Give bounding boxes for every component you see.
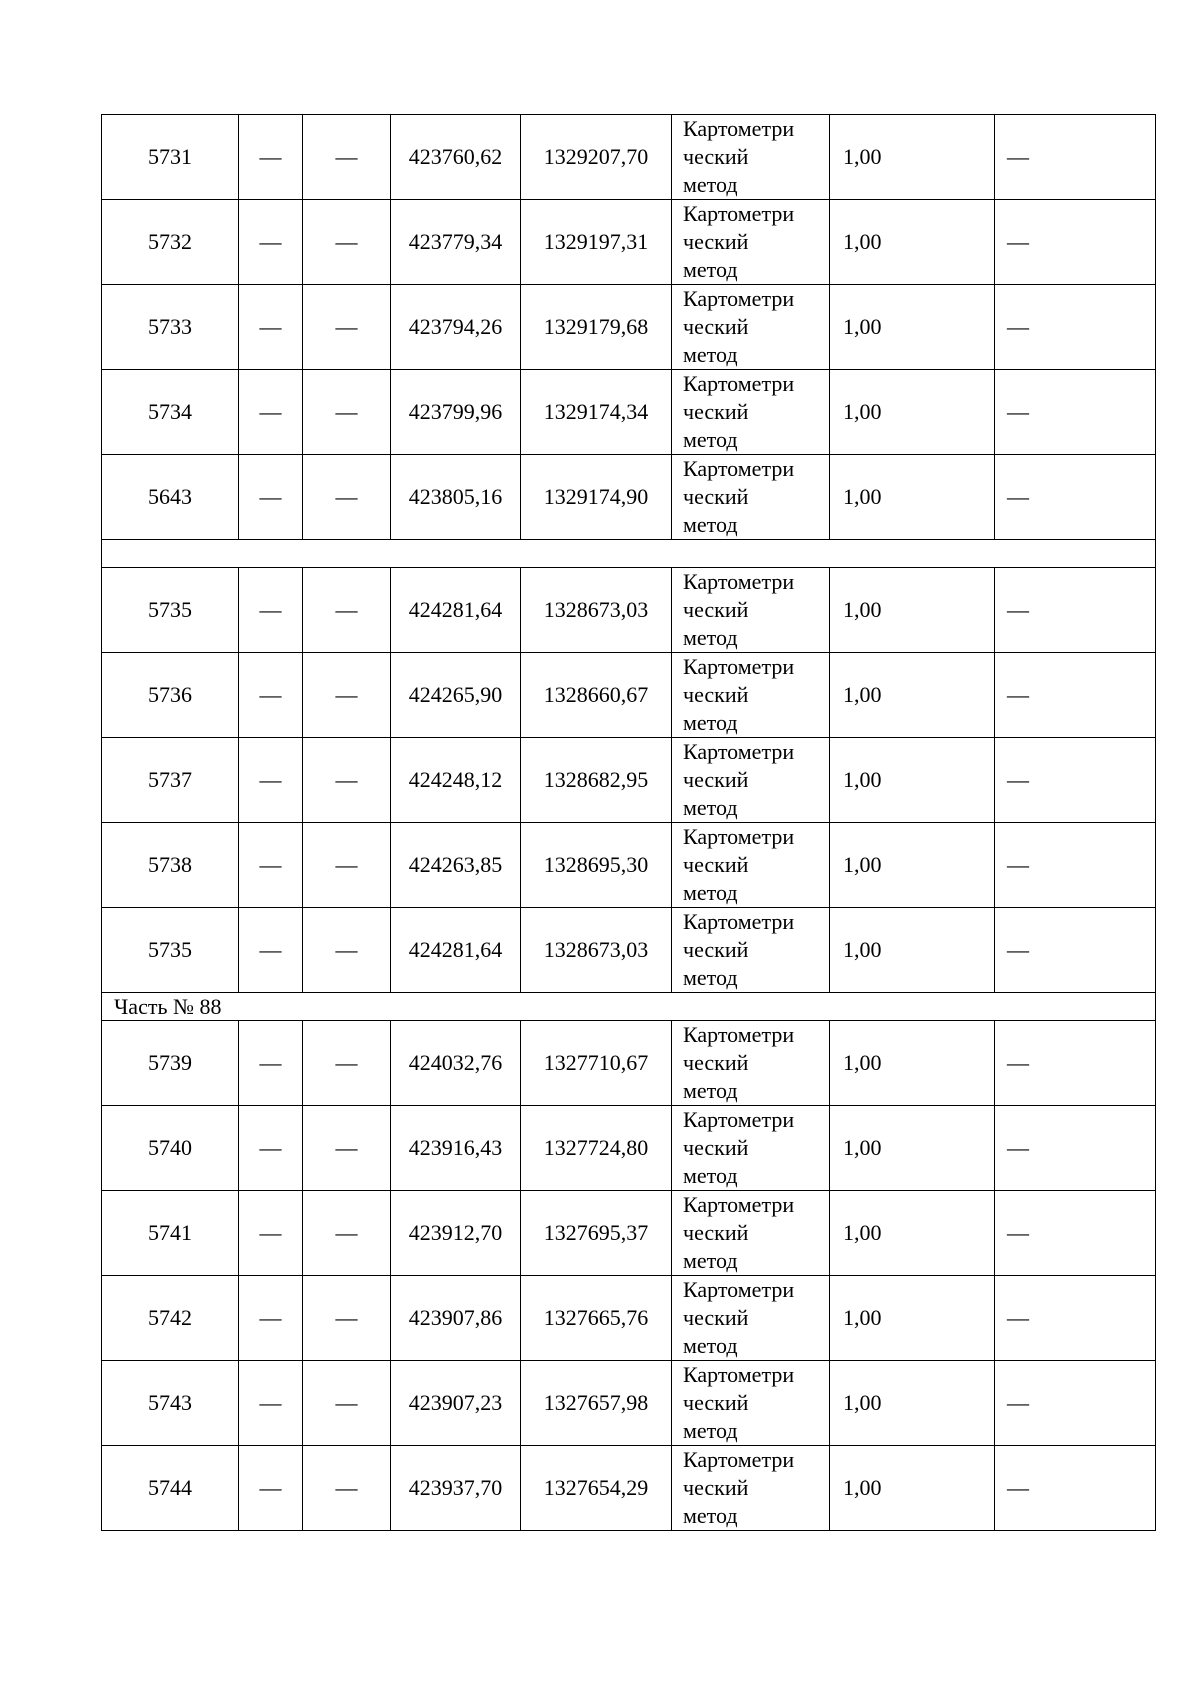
accuracy-cell: 1,00 [830,653,995,738]
method-cell [672,455,830,540]
dash-cell: — [239,653,303,738]
dash-cell: — [303,370,391,455]
table-row [102,115,1156,200]
dash-cell: — [239,1021,303,1106]
y-coordinate-cell: 1329174,90 [521,455,672,540]
section-separator-row [102,993,1156,1021]
dash-cell: — [239,738,303,823]
x-coordinate-cell: 424263,85 [391,823,521,908]
method-text: Картометри ческий метод [683,371,795,452]
dash-cell: — [303,115,391,200]
y-coordinate-cell: 1329174,34 [521,370,672,455]
description-cell: — [995,653,1156,738]
dash-cell: — [303,823,391,908]
method-cell [672,1191,830,1276]
method-text: Картометри ческий метод [683,456,795,537]
point-number-cell: 5734 [102,370,239,455]
table-row [102,1191,1156,1276]
table-row [102,823,1156,908]
table-row [102,370,1156,455]
accuracy-cell: 1,00 [830,1106,995,1191]
section-label [102,540,1156,568]
y-coordinate-cell: 1327657,98 [521,1361,672,1446]
x-coordinate-cell: 424248,12 [391,738,521,823]
dash-cell: — [303,285,391,370]
table-row [102,908,1156,993]
y-coordinate-cell: 1328695,30 [521,823,672,908]
x-coordinate-cell: 424265,90 [391,653,521,738]
table-row [102,455,1156,540]
x-coordinate-cell: 424281,64 [391,568,521,653]
accuracy-cell: 1,00 [830,568,995,653]
point-number-cell: 5736 [102,653,239,738]
description-cell: — [995,1446,1156,1531]
point-number-cell: 5731 [102,115,239,200]
description-cell: — [995,455,1156,540]
dash-cell: — [239,285,303,370]
accuracy-cell: 1,00 [830,738,995,823]
description-cell: — [995,285,1156,370]
point-number-cell: 5741 [102,1191,239,1276]
method-cell [672,1276,830,1361]
dash-cell: — [303,908,391,993]
dash-cell: — [239,1191,303,1276]
dash-cell: — [303,1191,391,1276]
method-text: Картометри ческий метод [683,1107,795,1188]
y-coordinate-cell: 1327695,37 [521,1191,672,1276]
y-coordinate-cell: 1328673,03 [521,908,672,993]
method-cell [672,823,830,908]
table-row [102,1361,1156,1446]
method-text: Картометри ческий метод [683,1447,795,1528]
point-number-cell: 5744 [102,1446,239,1531]
table-row [102,1276,1156,1361]
method-cell [672,738,830,823]
dash-cell: — [303,1276,391,1361]
point-number-cell: 5740 [102,1106,239,1191]
y-coordinate-cell: 1327710,67 [521,1021,672,1106]
dash-cell: — [239,1361,303,1446]
table-row [102,568,1156,653]
description-cell: — [995,568,1156,653]
point-number-cell: 5643 [102,455,239,540]
section-separator-row [102,540,1156,568]
method-text: Картометри ческий метод [683,116,795,197]
dash-cell: — [303,653,391,738]
section-label: Часть № 88 [102,993,1156,1021]
table-row [102,285,1156,370]
method-text: Картометри ческий метод [683,739,795,820]
x-coordinate-cell: 423794,26 [391,285,521,370]
table-row [102,200,1156,285]
method-cell [672,568,830,653]
y-coordinate-cell: 1327665,76 [521,1276,672,1361]
accuracy-cell: 1,00 [830,823,995,908]
dash-cell: — [239,370,303,455]
x-coordinate-cell: 423912,70 [391,1191,521,1276]
x-coordinate-cell: 423907,23 [391,1361,521,1446]
method-text: Картометри ческий метод [683,654,795,735]
description-cell: — [995,200,1156,285]
description-cell: — [995,1276,1156,1361]
table-row [102,738,1156,823]
accuracy-cell: 1,00 [830,1446,995,1531]
description-cell: — [995,823,1156,908]
y-coordinate-cell: 1328673,03 [521,568,672,653]
table-body [102,115,1156,1531]
accuracy-cell: 1,00 [830,285,995,370]
method-cell [672,200,830,285]
y-coordinate-cell: 1329207,70 [521,115,672,200]
dash-cell: — [303,200,391,285]
description-cell: — [995,1361,1156,1446]
table-row [102,1021,1156,1106]
table-row [102,1106,1156,1191]
y-coordinate-cell: 1328682,95 [521,738,672,823]
point-number-cell: 5735 [102,568,239,653]
accuracy-cell: 1,00 [830,115,995,200]
point-number-cell: 5733 [102,285,239,370]
dash-cell: — [239,1446,303,1531]
method-cell [672,1106,830,1191]
dash-cell: — [239,1276,303,1361]
method-cell [672,908,830,993]
dash-cell: — [303,568,391,653]
method-text: Картометри ческий метод [683,824,795,905]
y-coordinate-cell: 1327654,29 [521,1446,672,1531]
dash-cell: — [303,1361,391,1446]
method-cell [672,1446,830,1531]
x-coordinate-cell: 423916,43 [391,1106,521,1191]
x-coordinate-cell: 424032,76 [391,1021,521,1106]
method-cell [672,653,830,738]
y-coordinate-cell: 1329197,31 [521,200,672,285]
accuracy-cell: 1,00 [830,370,995,455]
method-cell [672,370,830,455]
accuracy-cell: 1,00 [830,455,995,540]
method-text: Картометри ческий метод [683,286,795,367]
accuracy-cell: 1,00 [830,1361,995,1446]
description-cell: — [995,1191,1156,1276]
method-text: Картометри ческий метод [683,201,795,282]
dash-cell: — [239,1106,303,1191]
method-cell [672,285,830,370]
method-text: Картометри ческий метод [683,1277,795,1358]
accuracy-cell: 1,00 [830,1276,995,1361]
coordinates-table [101,114,1156,1531]
dash-cell: — [239,455,303,540]
point-number-cell: 5738 [102,823,239,908]
point-number-cell: 5743 [102,1361,239,1446]
accuracy-cell: 1,00 [830,200,995,285]
point-number-cell: 5735 [102,908,239,993]
dash-cell: — [239,908,303,993]
table-row [102,1446,1156,1531]
dash-cell: — [303,1021,391,1106]
x-coordinate-cell: 423937,70 [391,1446,521,1531]
dash-cell: — [239,115,303,200]
accuracy-cell: 1,00 [830,1191,995,1276]
table-row [102,653,1156,738]
x-coordinate-cell: 423799,96 [391,370,521,455]
dash-cell: — [303,738,391,823]
description-cell: — [995,115,1156,200]
method-cell [672,1021,830,1106]
description-cell: — [995,1106,1156,1191]
y-coordinate-cell: 1329179,68 [521,285,672,370]
description-cell: — [995,1021,1156,1106]
point-number-cell: 5739 [102,1021,239,1106]
dash-cell: — [239,823,303,908]
x-coordinate-cell: 424281,64 [391,908,521,993]
dash-cell: — [303,1446,391,1531]
y-coordinate-cell: 1327724,80 [521,1106,672,1191]
dash-cell: — [303,1106,391,1191]
description-cell: — [995,370,1156,455]
method-text: Картометри ческий метод [683,569,795,650]
accuracy-cell: 1,00 [830,1021,995,1106]
method-text: Картометри ческий метод [683,1362,795,1443]
method-text: Картометри ческий метод [683,909,795,990]
y-coordinate-cell: 1328660,67 [521,653,672,738]
method-text: Картометри ческий метод [683,1192,795,1273]
method-cell [672,115,830,200]
accuracy-cell: 1,00 [830,908,995,993]
x-coordinate-cell: 423779,34 [391,200,521,285]
dash-cell: — [239,568,303,653]
x-coordinate-cell: 423760,62 [391,115,521,200]
point-number-cell: 5737 [102,738,239,823]
description-cell: — [995,738,1156,823]
method-text: Картометри ческий метод [683,1022,795,1103]
method-cell [672,1361,830,1446]
x-coordinate-cell: 423907,86 [391,1276,521,1361]
x-coordinate-cell: 423805,16 [391,455,521,540]
description-cell: — [995,908,1156,993]
point-number-cell: 5742 [102,1276,239,1361]
dash-cell: — [239,200,303,285]
point-number-cell: 5732 [102,200,239,285]
dash-cell: — [303,455,391,540]
